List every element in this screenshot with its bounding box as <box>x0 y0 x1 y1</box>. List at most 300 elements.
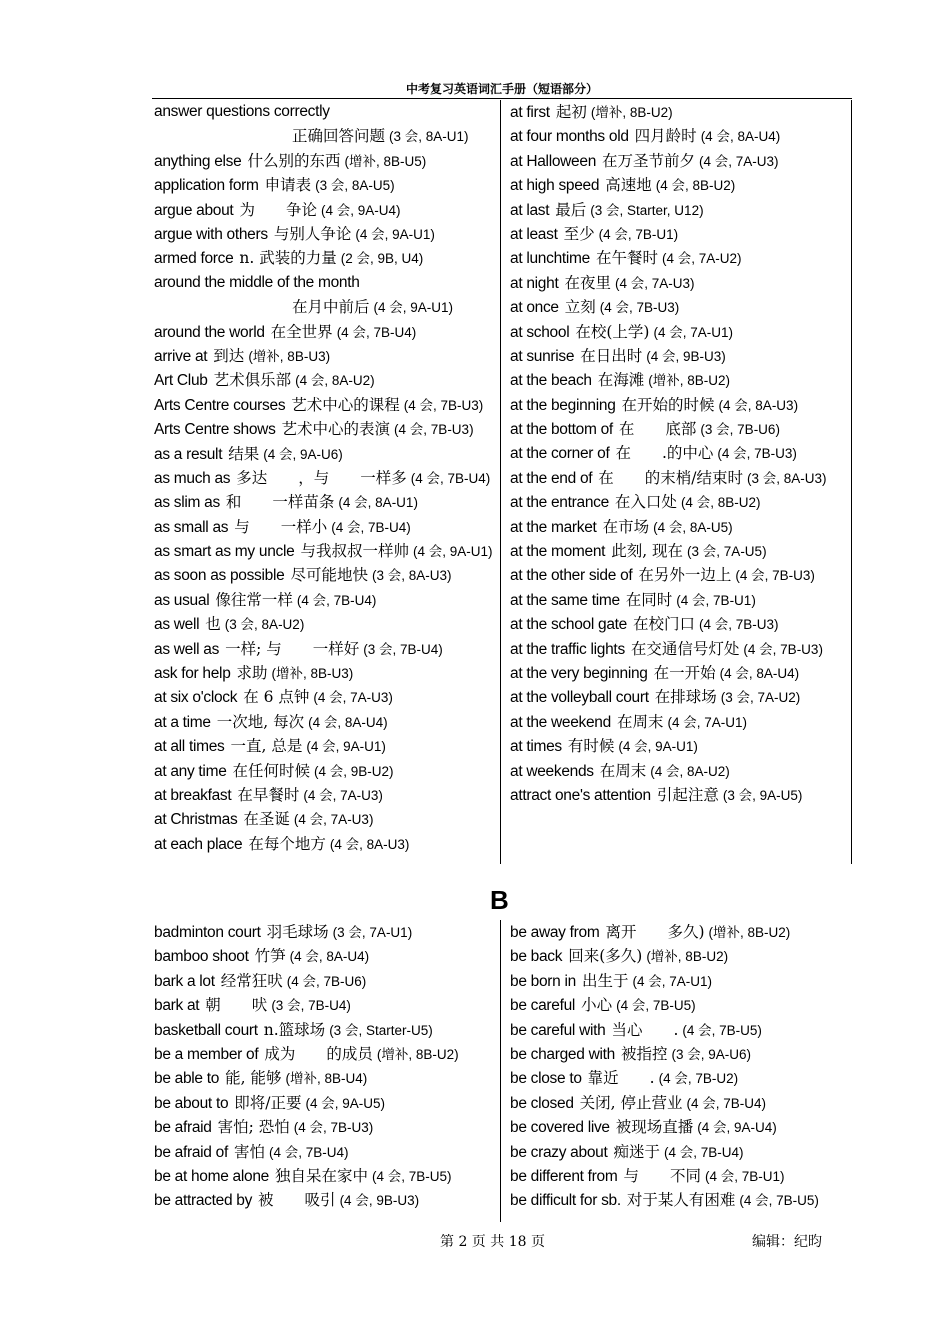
phrase-english: at the corner of <box>510 445 610 463</box>
phrase-english: at the entrance <box>510 494 609 512</box>
phrase-entry <box>154 1018 500 1042</box>
phrase-entry <box>510 515 848 539</box>
phrase-entry <box>510 368 848 392</box>
phrase-chinese: 在圣诞 <box>243 810 290 829</box>
phrase-entry <box>154 1140 500 1164</box>
phrase-chinese: 在海滩 <box>597 371 645 390</box>
phrase-english: at school <box>510 323 570 341</box>
phrase-chinese: 当心 . <box>611 1020 679 1039</box>
phrase-meaning-line <box>286 295 453 320</box>
phrase-english: be different from <box>510 1167 618 1185</box>
phrase-meaning-line <box>286 124 469 149</box>
phrase-reference: (4 会, 9A-U6) <box>263 446 343 462</box>
phrase-reference: (4 会, 7B-U2) <box>658 1071 739 1087</box>
phrase-chinese: 能, 能够 <box>225 1069 282 1088</box>
phrase-reference: (4 会, 7B-U4) <box>336 324 417 340</box>
phrase-english: bark at <box>154 997 200 1015</box>
phrase-english: at the volleyball court <box>510 689 649 707</box>
phrase-reference: (3 会, 7B-U6) <box>700 422 780 438</box>
phrase-chinese: 结果 <box>228 444 260 463</box>
phrase-entry <box>510 466 848 490</box>
phrase-english: as smart as my uncle <box>154 543 295 561</box>
phrase-chinese: 最后 <box>555 200 587 219</box>
phrase-english: at the moment <box>510 543 606 561</box>
phrase-chinese: 在 6 点钟 <box>243 688 310 707</box>
phrase-entry <box>154 969 500 993</box>
phrase-reference: (4 会, 7A-U2) <box>662 251 742 267</box>
phrase-entry <box>510 637 848 661</box>
phrase-english: Arts Centre shows <box>154 421 276 439</box>
phrase-reference: (4 会, 8A-U2) <box>650 763 730 779</box>
phrase-entry <box>510 271 848 295</box>
phrase-chinese: 求助 <box>236 664 268 683</box>
phrase-chinese: 引起注意 <box>656 785 719 804</box>
phrase-chinese: 至少 <box>563 224 595 243</box>
phrase-english: at breakfast <box>154 786 232 804</box>
phrase-chinese: 艺术中心的表演 <box>281 420 391 439</box>
phrase-chinese: 害怕 <box>233 1142 265 1161</box>
phrase-entry <box>154 685 500 709</box>
phrase-reference: (4 会, 7A-U1) <box>653 324 733 340</box>
phrase-english: be attracted by <box>154 1192 253 1210</box>
phrase-reference: (4 会, 7B-U3) <box>599 300 680 316</box>
phrase-chinese: 在 .的中心 <box>615 444 714 463</box>
phrase-chinese: 和 一样苗条 <box>225 493 335 512</box>
phrase-chinese: 即将/正要 <box>234 1093 302 1112</box>
phrase-entry <box>510 710 848 734</box>
phrase-entry <box>510 685 848 709</box>
section-b-right-column <box>510 920 848 1213</box>
phrase-entry <box>154 246 500 270</box>
phrase-reference: (4 会, 7A-U3) <box>699 153 779 169</box>
phrase-reference: (4 会, 7B-U3) <box>717 446 797 462</box>
phrase-entry <box>154 442 500 466</box>
phrase-entry <box>154 466 500 490</box>
editor-credit: 编辑：纪昀 <box>752 1234 822 1250</box>
phrase-entry <box>510 1042 848 1066</box>
phrase-reference: (4 会, 7B-U3) <box>293 1120 374 1136</box>
phrase-entry <box>510 198 848 222</box>
phrase-entry <box>154 173 500 197</box>
page-header <box>152 80 852 99</box>
section-a <box>152 100 852 864</box>
phrase-chinese: 高速地 <box>605 176 652 195</box>
phrase-entry <box>510 920 848 944</box>
phrase-reference: (3 会, 7A-U5) <box>687 544 767 560</box>
phrase-english: attract one's attention <box>510 786 651 804</box>
phrase-reference: (4 会, 7B-U3) <box>698 617 779 633</box>
phrase-reference: (4 会, 9A-U4) <box>320 202 401 218</box>
phrase-english: be careful <box>510 997 576 1015</box>
phrase-english: anything else <box>154 152 242 170</box>
phrase-chinese: 在夜里 <box>564 273 611 292</box>
phrase-chinese: 也 <box>205 615 221 634</box>
phrase-entry <box>510 393 848 417</box>
phrase-entry <box>154 1042 500 1066</box>
phrase-english: at any time <box>154 762 227 780</box>
phrase-english: at Christmas <box>154 811 238 829</box>
phrase-entry <box>510 100 848 124</box>
phrase-chinese: n. 武装的力量 <box>239 249 337 268</box>
phrase-entry <box>510 1091 848 1115</box>
phrase-english: be at home alone <box>154 1167 269 1185</box>
phrase-english: Arts Centre courses <box>154 396 286 414</box>
phrase-reference: (4 会, 7A-U3) <box>303 787 383 803</box>
phrase-english: ask for help <box>154 665 231 683</box>
phrase-chinese: 小心 <box>581 996 613 1015</box>
phrase-english: argue with others <box>154 225 268 243</box>
phrase-entry <box>510 969 848 993</box>
phrase-reference: (4 会, 8A-U4) <box>308 714 388 730</box>
phrase-reference: (3 会, Starter, U12) <box>590 202 704 218</box>
phrase-entry <box>510 1188 848 1212</box>
phrase-english: be born in <box>510 972 576 990</box>
phrase-chinese: 在每个地方 <box>248 834 326 853</box>
phrase-chinese: n.篮球场 <box>263 1020 326 1039</box>
phrase-english: as small as <box>154 518 229 536</box>
phrase-english: answer questions correctly <box>154 103 330 120</box>
phrase-reference: (4 会, 9A-U1) <box>412 544 493 560</box>
phrase-chinese: 在校(上学) <box>575 322 650 341</box>
phrase-english: around the world <box>154 323 265 341</box>
phrase-reference: (4 会, 7A-U1) <box>667 714 747 730</box>
phrase-english: at Halloween <box>510 152 597 170</box>
phrase-english: at the market <box>510 518 597 536</box>
phrase-entry <box>510 563 848 587</box>
phrase-entry <box>510 320 848 344</box>
phrase-chinese: 被指控 <box>620 1044 668 1063</box>
phrase-reference: (4 会, 8A-U4) <box>719 665 800 681</box>
phrase-reference: (3 会, 8A-U1) <box>389 129 469 145</box>
phrase-reference: (4 会, 7B-U4) <box>686 1095 767 1111</box>
page-footer <box>152 1230 852 1254</box>
phrase-english: be away from <box>510 924 600 941</box>
phrase-entry <box>154 1091 500 1115</box>
right-border <box>851 100 852 864</box>
phrase-chinese: 与 不同 <box>623 1166 701 1185</box>
phrase-reference: (增补, 8B-U2) <box>590 105 673 120</box>
phrase-entry <box>154 1164 500 1188</box>
phrase-chinese: 离开 多久) <box>605 923 705 941</box>
phrase-reference: (4 会, 7B-U5) <box>682 1022 762 1038</box>
phrase-chinese: 在周末 <box>616 712 664 731</box>
phrase-entry <box>154 1066 500 1090</box>
phrase-chinese: 在交通信号灯处 <box>630 639 740 658</box>
phrase-english: at six o'clock <box>154 689 238 707</box>
phrase-entry <box>154 759 500 783</box>
phrase-entry <box>154 1188 500 1212</box>
phrase-english: be closed <box>510 1094 574 1112</box>
phrase-reference: (4 会, 7B-U3) <box>394 422 474 438</box>
phrase-entry <box>154 222 500 246</box>
phrase-reference: (增补, 8B-U3) <box>248 348 331 364</box>
phrase-reference: (3 会, 8A-U3) <box>747 470 827 486</box>
phrase-reference: (4 会, 9A-U1) <box>618 739 698 755</box>
phrase-chinese: 尽可能地快 <box>290 566 368 585</box>
phrase-reference: (4 会, 7A-U3) <box>293 812 374 828</box>
phrase-entry <box>154 100 500 149</box>
phrase-entry <box>510 246 848 270</box>
phrase-reference: (4 会, 8A-U2) <box>295 373 375 389</box>
section-letter-b: B <box>490 885 509 915</box>
phrase-entry <box>154 515 500 539</box>
phrase-reference: (4 会, 9A-U1) <box>373 300 454 316</box>
phrase-entry <box>154 710 500 734</box>
phrase-reference: (3 会, Starter-U5) <box>329 1022 433 1038</box>
phrase-entry <box>510 1140 848 1164</box>
phrase-entry <box>510 222 848 246</box>
phrase-english: badminton court <box>154 924 261 941</box>
phrase-chinese: 正确回答问题 <box>292 127 386 146</box>
phrase-chinese: 在入口处 <box>614 493 677 512</box>
phrase-entry <box>154 198 500 222</box>
phrase-reference: (4 会, 8A-U4) <box>700 129 781 145</box>
phrase-reference: (3 会, 9A-U6) <box>671 1046 751 1062</box>
phrase-entry <box>154 637 500 661</box>
phrase-entry <box>510 149 848 173</box>
phrase-entry <box>510 588 848 612</box>
phrase-reference: (4 会, 7B-U4) <box>268 1144 349 1160</box>
phrase-chinese: 在排球场 <box>654 688 717 707</box>
phrase-reference: (4 会, 7B-U3) <box>743 641 823 657</box>
phrase-reference: (4 会, 8A-U3) <box>329 836 410 852</box>
phrase-chinese: 在一开始 <box>653 663 716 682</box>
phrase-chinese: 出生于 <box>581 971 629 990</box>
phrase-chinese: 四月龄时 <box>634 127 697 146</box>
phrase-english: at high speed <box>510 177 600 195</box>
phrase-entry <box>510 1115 848 1139</box>
phrase-entry <box>154 588 500 612</box>
phrase-chinese: 在全世界 <box>270 322 333 341</box>
phrase-reference: (增补, 8B-U2) <box>376 1046 459 1062</box>
phrase-chinese: 起初 <box>555 103 587 121</box>
phrase-entry <box>510 295 848 319</box>
phrase-reference: (4 会, 8A-U4) <box>289 949 370 965</box>
phrase-reference: (3 会, 7A-U1) <box>332 925 413 940</box>
phrase-english: armed force <box>154 250 234 268</box>
phrase-english: application form <box>154 177 259 195</box>
phrase-chinese: 被现场直播 <box>615 1118 694 1137</box>
phrase-chinese: 在同时 <box>625 590 673 609</box>
phrase-chinese: 多达 ，与 一样多 <box>236 468 407 487</box>
phrase-chinese: 痴迷于 <box>613 1142 660 1161</box>
phrase-chinese: 在日出时 <box>580 346 643 365</box>
phrase-english: at each place <box>154 835 243 853</box>
phrase-chinese: 艺术俱乐部 <box>213 371 292 390</box>
phrase-english: at the same time <box>510 591 620 609</box>
phrase-reference: (4 会, 7B-U4) <box>296 592 377 608</box>
phrase-reference: (4 会, 9A-U1) <box>355 226 435 242</box>
phrase-reference: (4 会, 9A-U1) <box>306 739 386 755</box>
phrase-reference: (增补, 8B-U3) <box>271 666 354 682</box>
phrase-english: be covered live <box>510 1119 610 1137</box>
phrase-reference: (4 会, 8B-U2) <box>680 495 761 511</box>
phrase-english: as much as <box>154 469 231 487</box>
phrase-english: at all times <box>154 738 225 756</box>
phrase-chinese: 为 争论 <box>239 200 317 219</box>
phrase-reference: (4 会, 8A-U3) <box>718 397 799 413</box>
phrase-reference: (增补, 8B-U5) <box>344 153 427 169</box>
phrase-entry <box>510 1018 848 1042</box>
phrase-english: be difficult for sb. <box>510 1192 621 1210</box>
phrase-reference: (4 会, 9A-U4) <box>697 1120 777 1136</box>
phrase-reference: (2 会, 9B, U4) <box>340 251 424 267</box>
phrase-entry <box>510 783 848 807</box>
phrase-chinese: 有时候 <box>567 737 615 756</box>
phrase-chinese: 在任何时候 <box>232 761 311 780</box>
phrase-chinese: 在月中前后 <box>292 298 370 317</box>
phrase-reference: (4 会, 7B-U4) <box>410 470 491 486</box>
phrase-english: at the bottom of <box>510 421 613 439</box>
page-number: 第 2 页 共 18 页 <box>440 1234 545 1250</box>
phrase-english: at weekends <box>510 762 594 780</box>
phrase-chinese: 羽毛球场 <box>266 923 329 941</box>
phrase-reference: (增补, 8B-U4) <box>285 1071 368 1087</box>
phrase-english: be careful with <box>510 1021 606 1039</box>
phrase-chinese: 在开始的时候 <box>621 395 715 414</box>
phrase-english: at sunrise <box>510 347 575 365</box>
phrase-english: as usual <box>154 591 210 609</box>
phrase-english: be charged with <box>510 1045 615 1063</box>
phrase-entry <box>154 783 500 807</box>
phrase-entry <box>154 920 500 944</box>
phrase-english: at the very beginning <box>510 664 648 682</box>
phrase-entry <box>154 490 500 514</box>
phrase-reference: (4 会, 7B-U1) <box>676 592 756 608</box>
phrase-entry <box>510 1164 848 1188</box>
phrase-english: at four months old <box>510 128 629 146</box>
phrase-english: at the school gate <box>510 616 627 634</box>
phrase-entry <box>510 612 848 636</box>
phrase-chinese: 到达 <box>213 346 245 365</box>
phrase-chinese: 朝 吠 <box>205 996 268 1015</box>
phrase-english: at least <box>510 225 558 243</box>
phrase-english: as a result <box>154 445 223 463</box>
phrase-chinese: 回来(多久) <box>568 947 643 966</box>
phrase-english: as well as <box>154 640 220 658</box>
phrase-reference: (4 会, 8A-U5) <box>653 519 733 535</box>
phrase-chinese: 在 的末梢/结束时 <box>598 468 744 487</box>
phrase-reference: (3 会, 8A-U2) <box>224 617 305 633</box>
phrase-entry <box>154 271 500 320</box>
phrase-reference: (4 会, 7B-U5) <box>372 1168 452 1184</box>
phrase-english: at the weekend <box>510 713 611 731</box>
phrase-english: at the end of <box>510 469 593 487</box>
phrase-english: around the middle of the month <box>154 273 360 291</box>
section-b-left-column <box>154 920 500 1213</box>
phrase-reference: (4 会, 9B-U2) <box>314 763 394 779</box>
phrase-reference: (4 会, 8A-U1) <box>338 495 418 511</box>
phrase-english: argue about <box>154 201 234 219</box>
phrase-chinese: 在周末 <box>599 761 647 780</box>
phrase-chinese: 在 底部 <box>618 420 697 439</box>
phrase-english: at once <box>510 299 559 317</box>
phrase-entry <box>154 734 500 758</box>
phrase-reference: (4 会, 8B-U2) <box>655 178 736 194</box>
phrase-reference: (3 会, 7B-U4) <box>271 998 351 1014</box>
phrase-english: as well <box>154 616 200 634</box>
phrase-entry <box>510 1066 848 1090</box>
phrase-entry <box>510 441 848 465</box>
phrase-english: at night <box>510 274 559 292</box>
phrase-english: at a time <box>154 713 211 731</box>
phrase-entry <box>510 490 848 514</box>
phrase-english: be about to <box>154 1094 229 1112</box>
phrase-chinese: 在早餐时 <box>237 785 300 804</box>
phrase-reference: (4 会, 7B-U5) <box>739 1193 819 1209</box>
phrase-english: be crazy about <box>510 1143 608 1161</box>
phrase-english: at the other side of <box>510 567 633 585</box>
phrase-english: at the beach <box>510 372 592 390</box>
phrase-entry <box>510 173 848 197</box>
phrase-reference: (4 会, 7B-U1) <box>705 1168 785 1184</box>
phrase-english: at last <box>510 201 550 219</box>
phrase-english: at first <box>510 104 550 121</box>
phrase-entry <box>510 661 848 685</box>
phrase-chinese: 一直, 总是 <box>230 737 303 756</box>
phrase-chinese: 独自呆在家中 <box>275 1166 369 1185</box>
phrase-chinese: 与别人争论 <box>273 224 352 243</box>
phrase-reference: (4 会, 9B-U3) <box>646 348 726 364</box>
phrase-entry <box>510 759 848 783</box>
phrase-english: at lunchtime <box>510 250 590 268</box>
phrase-reference: (4 会, 7A-U1) <box>632 973 712 989</box>
phrase-entry <box>154 539 500 563</box>
phrase-entry <box>154 661 500 685</box>
column-divider <box>500 100 501 864</box>
phrase-reference: (4 会, 7B-U3) <box>735 568 815 584</box>
phrase-reference: (4 会, 7A-U3) <box>614 275 695 291</box>
phrase-reference: (增补, 8B-U2) <box>648 373 730 389</box>
phrase-entry <box>154 612 500 636</box>
phrase-entry <box>510 993 848 1017</box>
phrase-chinese: 一样; 与 一样好 <box>225 639 360 658</box>
phrase-chinese: 关闭, 停止营业 <box>579 1093 683 1112</box>
phrase-entry <box>154 563 500 587</box>
phrase-english: at times <box>510 738 562 756</box>
phrase-chinese: 立刻 <box>564 298 596 317</box>
phrase-reference: (4 会, 7B-U6) <box>286 973 367 989</box>
phrase-reference: (4 会, 7B-U1) <box>598 226 679 242</box>
phrase-english: be afraid of <box>154 1143 228 1161</box>
phrase-reference: (3 会, 8A-U3) <box>371 568 452 584</box>
phrase-reference: (4 会, 9B-U3) <box>339 1193 420 1209</box>
phrase-english: at the beginning <box>510 396 616 414</box>
phrase-entry <box>154 393 500 417</box>
phrase-english: be a member of <box>154 1045 259 1063</box>
phrase-reference: (3 会, 8A-U5) <box>315 178 395 194</box>
phrase-chinese: 被 吸引 <box>258 1191 336 1210</box>
phrase-english: be afraid <box>154 1119 212 1137</box>
phrase-english: be able to <box>154 1070 220 1088</box>
section-a-left-column <box>154 100 500 856</box>
phrase-chinese: 经常狂吠 <box>220 971 283 990</box>
phrase-reference: (3 会, 9A-U5) <box>722 787 803 803</box>
column-divider <box>500 920 501 1222</box>
phrase-reference: (4 会, 7B-U4) <box>331 519 411 535</box>
phrase-entry <box>510 539 848 563</box>
phrase-english: Art Club <box>154 372 208 390</box>
phrase-english: arrive at <box>154 347 208 365</box>
phrase-entry <box>154 149 500 173</box>
phrase-chinese: 此刻, 现在 <box>611 542 684 561</box>
phrase-reference: (3 会, 7B-U4) <box>363 641 443 657</box>
phrase-english: at the traffic lights <box>510 640 625 658</box>
phrase-entry <box>510 124 848 148</box>
phrase-chinese: 在校门口 <box>632 615 695 634</box>
phrase-reference: (3 会, 7A-U2) <box>720 690 801 706</box>
phrase-entry <box>154 344 500 368</box>
